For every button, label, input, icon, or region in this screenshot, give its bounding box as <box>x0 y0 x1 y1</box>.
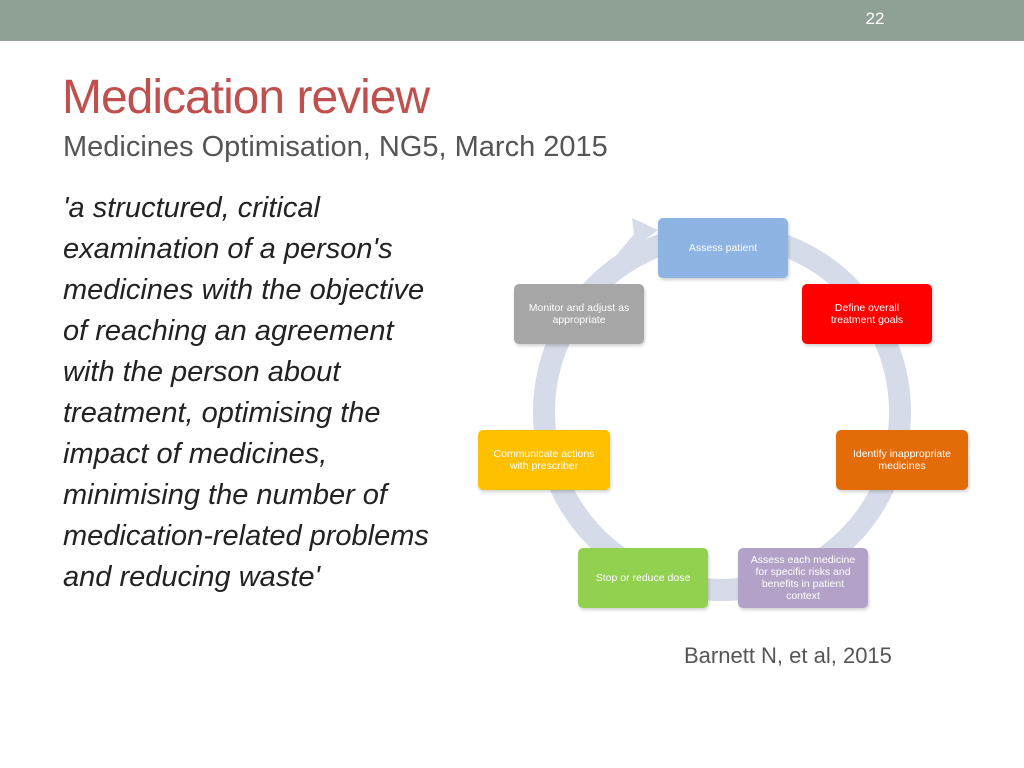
medication-review-cycle <box>472 212 972 612</box>
slide-subtitle: Medicines Optimisation, NG5, March 2015 <box>63 131 608 163</box>
slide-title: Medication review <box>62 71 430 124</box>
header-bar <box>0 0 1024 41</box>
step-monitor-adjust <box>514 284 644 344</box>
step-assess-patient <box>658 218 788 278</box>
slide-number: 22 <box>865 9 885 28</box>
step-label: Stop or reduce dose <box>595 572 691 584</box>
step-label: Monitor and adjust as appropriate <box>528 302 630 326</box>
step-communicate-actions <box>478 430 610 490</box>
step-stop-or-reduce <box>578 548 708 608</box>
step-label: Assess patient <box>688 242 758 254</box>
step-label: Communicate actions with prescriber <box>493 448 595 472</box>
step-define-goals <box>802 284 932 344</box>
step-label: Identify inappropriate medicines <box>852 448 952 472</box>
step-identify-inappropriate <box>836 430 968 490</box>
definition-quote: 'a structured, critical examination of a person's medicines with the objective of reaching an agreement with the person about treatment, optimising the impact of medicines, minimising the number of medication-related problems and reducing waste' <box>63 192 429 593</box>
citation: Barnett N, et al, 2015 <box>684 643 892 668</box>
step-label: Define overall treatment goals <box>830 302 904 326</box>
step-assess-each-medicine <box>738 548 868 608</box>
step-label: Assess each medicine for specific risks and benefits in patient context <box>750 554 856 602</box>
